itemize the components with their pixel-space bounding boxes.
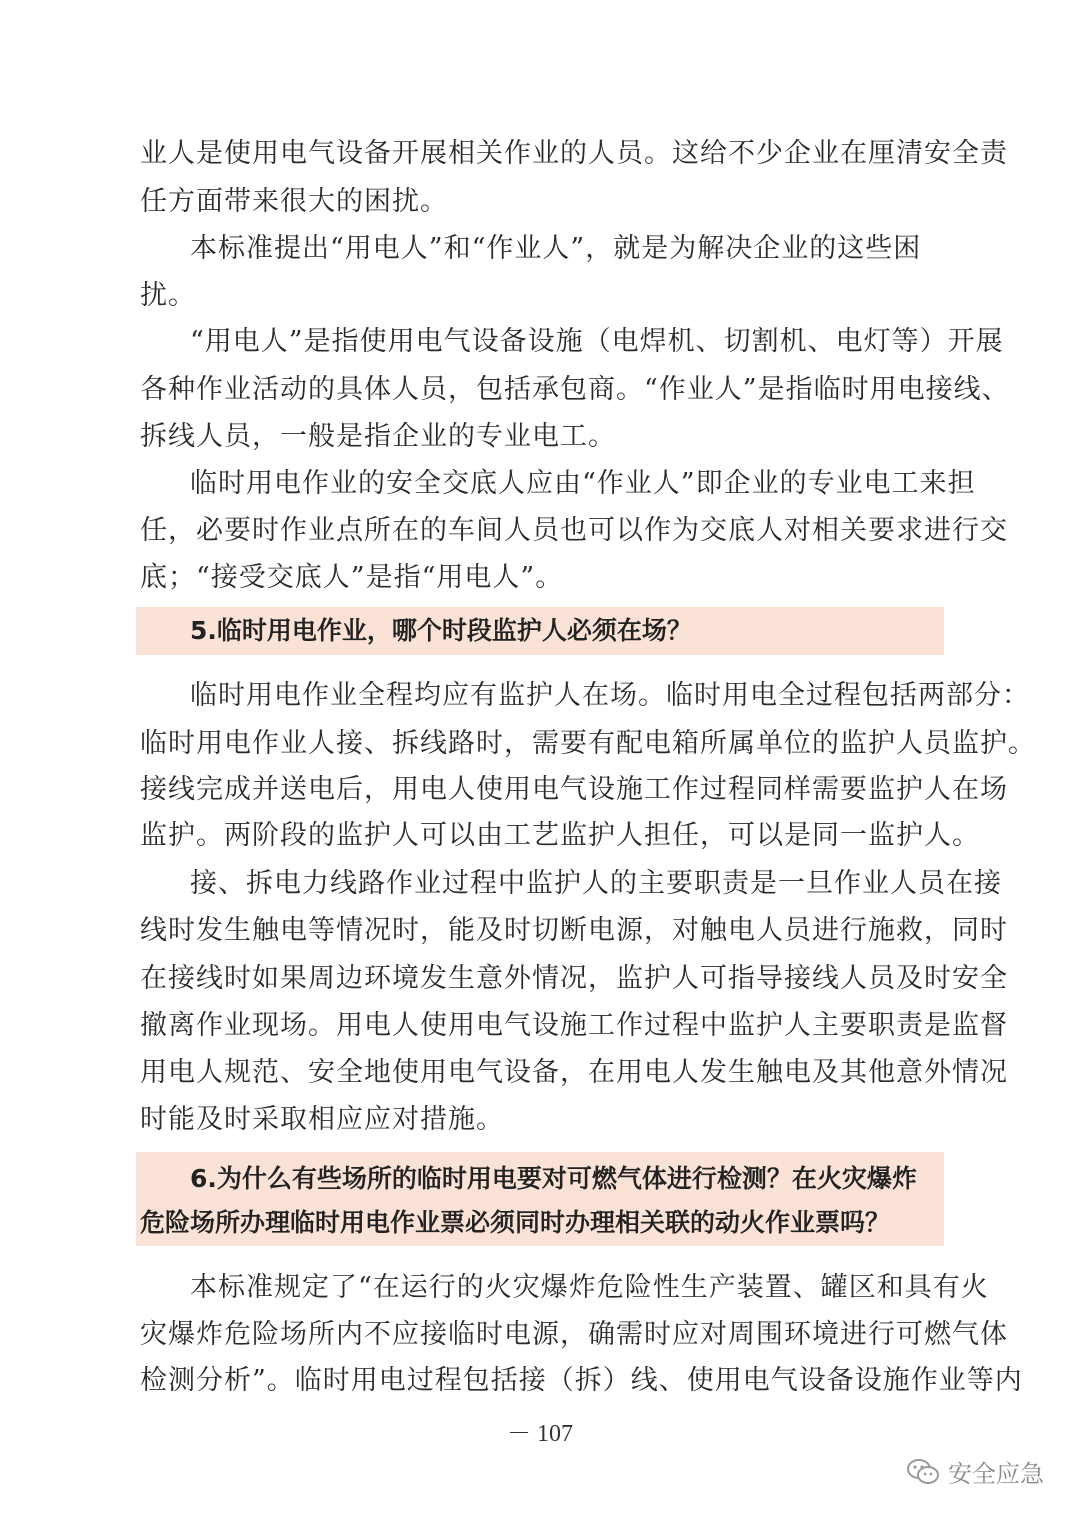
paragraph-line: 临时用电作业的安全交底人应由“作业人”即企业的专业电工来担 [190,468,976,499]
wechat-icon [906,1457,940,1487]
page-number: － 107 [507,1421,573,1447]
watermark [906,1454,1044,1489]
paragraph-line: 线时发生触电等情况时，能及时切断电源，对触电人员进行施救，同时 [140,915,1008,946]
paragraph-line: 临时用电作业人接、拆线路时，需要有配电箱所属单位的监护人员监护。 [140,728,1036,759]
paragraph-line: 检测分析”。临时用电过程包括接（拆）线、使用电气设备设施作业等内 [140,1365,1023,1396]
section-heading-6: 6.为什么有些场所的临时用电要对可燃气体进行检测？在火灾爆炸 [190,1164,917,1193]
paragraph-line: 接、拆电力线路作业过程中监护人的主要职责是一旦作业人员在接 [190,868,1002,899]
paragraph-line: 在接线时如果周边环境发生意外情况，监护人可指导接线人员及时安全 [140,963,1008,994]
paragraph-line: 任方面带来很大的困扰。 [140,186,448,217]
section-heading-6-continued: 危险场所办理临时用电作业票必须同时办理相关联的动火作业票吗？ [140,1208,891,1237]
paragraph-line: 各种作业活动的具体人员，包括承包商。“作业人”是指临时用电接线、 [140,374,1010,405]
paragraph-line: 撤离作业现场。用电人使用电气设施工作过程中监护人主要职责是监督 [140,1010,1008,1041]
section-heading-5: 5.临时用电作业，哪个时段监护人必须在场？ [190,616,692,645]
watermark-text: 安全应急 [948,1460,1044,1488]
paragraph-line: 监护。两阶段的监护人可以由工艺监护人担任，可以是同一监护人。 [140,820,980,851]
paragraph-line: 接线完成并送电后，用电人使用电气设施工作过程同样需要监护人在场 [140,774,1008,805]
paragraph-line: 灾爆炸危险场所内不应接临时电源，确需时应对周围环境进行可燃气体 [140,1319,1008,1350]
paragraph-line: “用电人”是指使用电气设备设施（电焊机、切割机、电灯等）开展 [190,326,1004,357]
paragraph-line: 业人是使用电气设备开展相关作业的人员。这给不少企业在厘清安全责 [140,138,1008,169]
paragraph-line: 拆线人员，一般是指企业的专业电工。 [140,421,616,452]
paragraph-line: 扰。 [140,280,196,311]
paragraph-line: 底；“接受交底人”是指“用电人”。 [140,562,564,593]
paragraph-line: 用电人规范、安全地使用电气设备，在用电人发生触电及其他意外情况 [140,1057,1008,1088]
paragraph-line: 时能及时采取相应应对措施。 [140,1104,504,1135]
paragraph-line: 任，必要时作业点所在的车间人员也可以作为交底人对相关要求进行交 [140,515,1008,546]
paragraph-line: 临时用电作业全程均应有监护人在场。临时用电全过程包括两部分： [190,680,1030,711]
paragraph-line: 本标准提出“用电人”和“作业人”，就是为解决企业的这些困 [190,233,922,264]
paragraph-line: 本标准规定了“在运行的火灾爆炸危险性生产装置、罐区和具有火 [190,1272,989,1303]
